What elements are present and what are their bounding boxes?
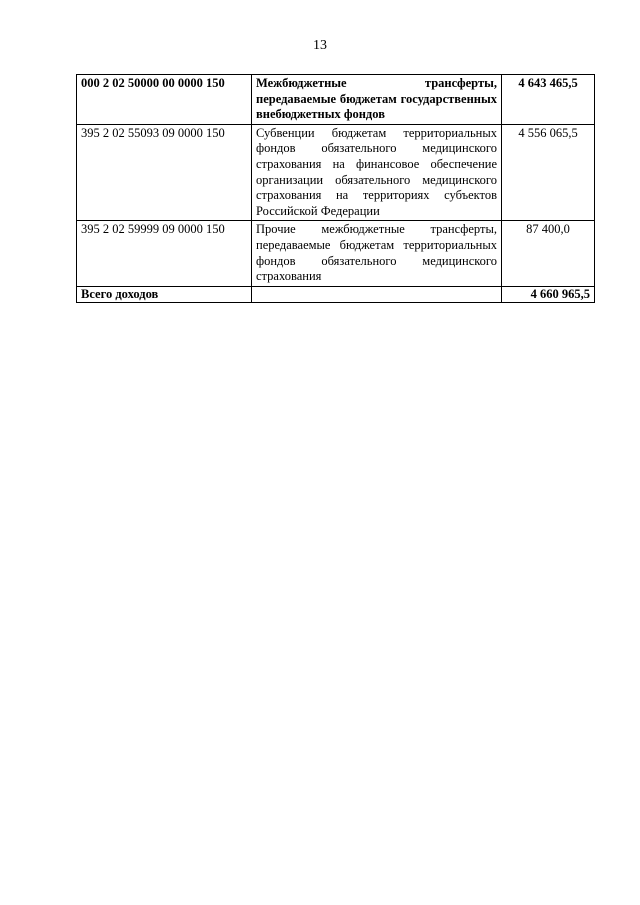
- table-row: [77, 221, 595, 286]
- amount-cell: 4 643 465,5: [502, 75, 595, 125]
- total-amount-cell: 4 660 965,5: [502, 286, 595, 303]
- page-number: 13: [313, 38, 327, 53]
- amount-cell: 4 556 065,5: [502, 124, 595, 221]
- total-row: [77, 286, 595, 303]
- total-empty-cell: [252, 286, 502, 303]
- revenue-name-cell: Субвенции бюджетам территориальных фондов обязательного медицинского страхования на финансовое обеспечение организации обязательного медицинского страхования на территориях субъектов Российской Федерации: [252, 124, 502, 221]
- table-row: [77, 124, 595, 221]
- budget-code-cell: 395 2 02 55093 09 0000 150: [77, 124, 252, 221]
- table-row: [77, 75, 595, 125]
- total-label-cell: Всего доходов: [77, 286, 252, 303]
- revenue-name-cell: Прочие межбюджетные трансферты, передаваемые бюджетам территориальных фондов обязательного медицинского страхования: [252, 221, 502, 286]
- amount-cell: 87 400,0: [502, 221, 595, 286]
- budget-code-cell: 000 2 02 50000 00 0000 150: [77, 75, 252, 125]
- revenue-name-cell: Межбюджетные трансферты, передаваемые бюджетам государственных внебюджетных фондов: [252, 75, 502, 125]
- budget-code-cell: 395 2 02 59999 09 0000 150: [77, 221, 252, 286]
- revenue-table: [76, 74, 595, 303]
